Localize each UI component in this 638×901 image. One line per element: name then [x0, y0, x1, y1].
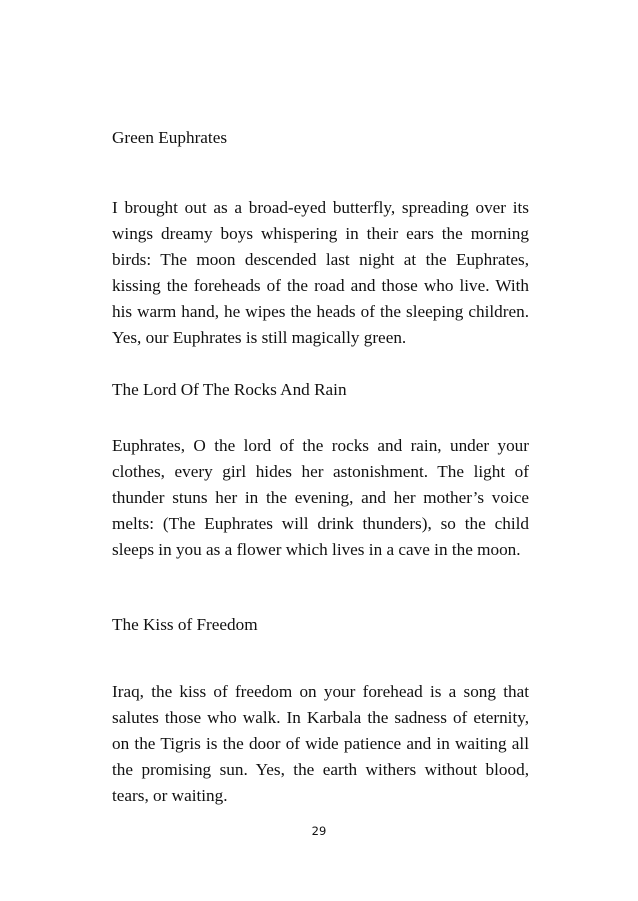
- section-body-green-euphrates: [112, 195, 529, 351]
- section-body-kiss-of-freedom: [112, 679, 529, 809]
- paragraph: Euphrates, O the lord of the rocks and rain, under your clothes, every girl hides her astonishment. The light of thunder stuns her in the evening, and her mother’s voice melts: (The Euphrates will drink thunders), so the child sleeps in you as a flower which lives in a cave in the moon.: [112, 436, 529, 559]
- section-body-lord-of-rocks-and-rain: [112, 433, 529, 563]
- section-title-kiss-of-freedom: The Kiss of Freedom: [112, 615, 258, 634]
- section-title-lord-of-rocks-and-rain: The Lord Of The Rocks And Rain: [112, 380, 347, 399]
- section-title-green-euphrates: Green Euphrates: [112, 128, 228, 147]
- paragraph: Iraq, the kiss of freedom on your forehead is a song that salutes those who walk. In Karbala the sadness of eternity, on the Tigris is the door of wide patience and in waiting all the promising sun. Yes, the earth withers without blood, tears, or waiting.: [112, 682, 529, 805]
- paragraph: I brought out as a broad-eyed butterfly, spreading over its wings dreamy boys whispering in their ears the morning birds: The moon descended last night at the Euphrates, kissing the foreheads of the road and those who live. With his warm hand, he wipes the heads of the sleeping children. Yes, our Euphrates is still magically green.: [112, 198, 529, 347]
- page-number: 29: [311, 824, 327, 838]
